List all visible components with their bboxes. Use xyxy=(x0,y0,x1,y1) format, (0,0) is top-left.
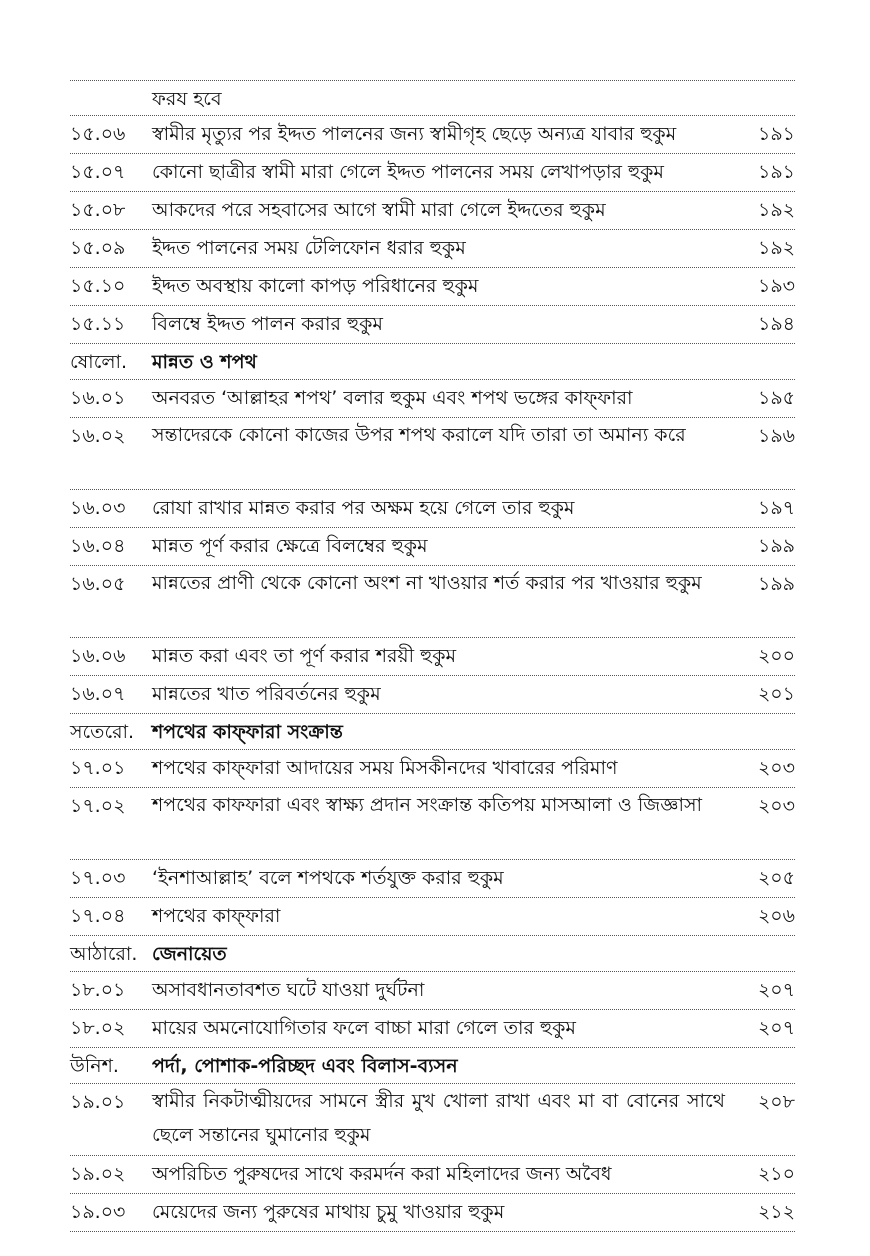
entry-number: ১৫.০৬ xyxy=(70,123,126,145)
toc-entry xyxy=(70,528,795,566)
entry-title: মায়ের অমনোযোগিতার ফলে বাচ্চা মারা গেলে তার হুকুম xyxy=(152,1017,576,1039)
entry-number: ১৫.০৭ xyxy=(70,161,126,183)
page-number: ১৯১ xyxy=(758,123,795,145)
section-heading xyxy=(70,1048,795,1084)
page-number: ২০৫ xyxy=(757,867,795,889)
page-number: ১৯১ xyxy=(758,161,795,183)
section-heading xyxy=(70,344,795,380)
page-number: ২০৩ xyxy=(757,795,795,817)
entry-number: ১৭.০২ xyxy=(70,795,126,817)
toc-entry xyxy=(70,972,795,1010)
entry-number: ১৬.০৭ xyxy=(70,683,126,705)
toc-entry xyxy=(70,676,795,714)
table-of-contents xyxy=(70,80,795,1232)
entry-title: মান্নত পূর্ণ করার ক্ষেত্রে বিলম্বের হুকুম xyxy=(152,535,428,557)
entry-title: ইদ্দত অবস্থায় কালো কাপড় পরিধানের হুকুম xyxy=(152,275,479,297)
page-number: ১৯৩ xyxy=(757,275,795,297)
entry-title: শপথের কাফফারা এবং স্বাক্ষ্য প্রদান সংক্রান্ত কতিপয় মাসআলা ও জিজ্ঞাসা xyxy=(152,794,703,816)
section-title: জেনায়েত xyxy=(152,943,227,965)
toc-entry xyxy=(70,380,795,418)
entry-number: ১৫.০৮ xyxy=(70,199,126,221)
entry-number: ১৬.০৪ xyxy=(70,535,126,557)
toc-entry xyxy=(70,80,795,116)
toc-entry xyxy=(70,788,795,860)
section-title: মান্নত ও শপথ xyxy=(152,351,257,373)
entry-title: স্বামীর নিকটাত্মীয়দের সামনে স্ত্রীর মুখ খোলা রাখা এবং মা বা বোনের সাথে ছেলে সন্তানের ঘুমানোর হুকুম xyxy=(152,1090,725,1146)
entry-title: রোযা রাখার মান্নত করার পর অক্ষম হয়ে গেলে তার হুকুম xyxy=(152,497,575,519)
entry-number: ১৯.০২ xyxy=(70,1163,126,1185)
toc-entry xyxy=(70,230,795,268)
entry-title: ফরয হবে xyxy=(152,88,222,110)
section-number: আঠারো. xyxy=(70,943,138,965)
entry-number: ১৬.০৬ xyxy=(70,645,126,667)
entry-number: ১৭.০৩ xyxy=(70,867,126,889)
section-number: সতেরো. xyxy=(70,721,135,743)
page-number: ২০৮ xyxy=(757,1091,795,1113)
entry-number: ১৬.০৩ xyxy=(70,497,126,519)
entry-title: মান্নতের খাত পরিবর্তনের হুকুম xyxy=(152,683,381,705)
entry-title: শপথের কাফ্ফারা xyxy=(152,905,281,927)
entry-number: ১৮.০২ xyxy=(70,1017,126,1039)
toc-entry xyxy=(70,898,795,936)
entry-title: কোনো ছাত্রীর স্বামী মারা গেলে ইদ্দত পালনের সময় লেখাপড়ার হুকুম xyxy=(152,161,664,183)
entry-number: ১৮.০১ xyxy=(70,979,126,1001)
page-number: ২০৭ xyxy=(757,1017,795,1039)
page-number: ২০৩ xyxy=(757,757,795,779)
section-number: ষোলো. xyxy=(70,351,128,373)
entry-number: ১৯.০৩ xyxy=(70,1201,126,1223)
section-heading xyxy=(70,714,795,750)
page-number: ২০০ xyxy=(757,645,795,667)
entry-title: অপরিচিত পুরুষদের সাথে করমর্দন করা মহিলাদের জন্য অবৈধ xyxy=(152,1163,612,1185)
page-number: ২০৬ xyxy=(757,905,795,927)
entry-number: ১৭.০৪ xyxy=(70,905,126,927)
page-number: ১৯২ xyxy=(757,237,795,259)
entry-number: ১৬.০১ xyxy=(70,387,126,409)
page-number: ১৯৭ xyxy=(757,497,795,519)
section-title: পর্দা, পোশাক-পরিচ্ছদ এবং বিলাস-ব্যসন xyxy=(152,1055,458,1077)
toc-entry xyxy=(70,490,795,528)
page-number: ১৯৫ xyxy=(758,387,795,409)
entry-title: আকদের পরে সহবাসের আগে স্বামী মারা গেলে ইদ্দতের হুকুম xyxy=(152,199,606,221)
entry-title: অসাবধানতাবশত ঘটে যাওয়া দুর্ঘটনা xyxy=(152,979,425,1001)
entry-title: শপথের কাফ্ফারা আদায়ের সময় মিসকীনদের খাবারের পরিমাণ xyxy=(152,757,618,779)
entry-number: ১৬.০৫ xyxy=(70,573,126,595)
section-title: শপথের কাফ্ফারা সংক্রান্ত xyxy=(152,721,343,743)
page-number: ১৯২ xyxy=(757,199,795,221)
toc-entry xyxy=(70,116,795,154)
entry-number: ১৫.১১ xyxy=(70,313,126,335)
section-heading xyxy=(70,936,795,972)
toc-entry xyxy=(70,638,795,676)
page-number: ১৯৬ xyxy=(757,425,795,447)
entry-number: ১৫.০৯ xyxy=(70,237,126,259)
page-number: ২১২ xyxy=(757,1201,795,1223)
entry-number: ১৭.০১ xyxy=(70,757,126,779)
toc-entry xyxy=(70,1084,795,1156)
entry-title: মান্নত করা এবং তা পূর্ণ করার শরয়ী হুকুম xyxy=(152,645,457,667)
page-number: ১৯৯ xyxy=(758,573,795,595)
toc-entry xyxy=(70,750,795,788)
entry-number: ১৯.০১ xyxy=(70,1091,126,1113)
page-number: ১৯৪ xyxy=(758,313,795,335)
page-number: ২০১ xyxy=(757,683,795,705)
entry-title: ইদ্দত পালনের সময় টেলিফোন ধরার হুকুম xyxy=(152,237,466,259)
toc-entry xyxy=(70,154,795,192)
entry-title: সন্তাদেরকে কোনো কাজের উপর শপথ করালে যদি তারা তা অমান্য করে xyxy=(152,424,686,446)
page-number: ১৯৯ xyxy=(758,535,795,557)
toc-entry xyxy=(70,1194,795,1232)
toc-entry xyxy=(70,860,795,898)
toc-entry xyxy=(70,1010,795,1048)
page-number: ২১০ xyxy=(757,1163,795,1185)
entry-title: ‘ইনশাআল্লাহ’ বলে শপথকে শর্তযুক্ত করার হুকুম xyxy=(152,867,504,889)
entry-title: বিলম্বে ইদ্দত পালন করার হুকুম xyxy=(152,313,383,335)
toc-entry xyxy=(70,1156,795,1194)
entry-title: অনবরত ‘আল্লাহর শপথ’ বলার হুকুম এবং শপথ ভঙ্গের কাফ্ফারা xyxy=(152,387,633,409)
entry-title: স্বামীর মৃত্যুর পর ইদ্দত পালনের জন্য স্বামীগৃহ ছেড়ে অন্যত্র যাবার হুকুম xyxy=(152,123,677,145)
page-number: ২০৭ xyxy=(757,979,795,1001)
toc-entry xyxy=(70,268,795,306)
toc-entry xyxy=(70,566,795,638)
entry-title: মান্নতের প্রাণী থেকে কোনো অংশ না খাওয়ার শর্ত করার পর খাওয়ার হুকুম xyxy=(152,572,702,594)
toc-entry xyxy=(70,306,795,344)
entry-number: ১৬.০২ xyxy=(70,425,126,447)
toc-entry xyxy=(70,192,795,230)
section-number: উনিশ. xyxy=(70,1055,119,1077)
entry-title: মেয়েদের জন্য পুরুষের মাথায় চুমু খাওয়ার হুকুম xyxy=(152,1201,505,1223)
entry-number: ১৫.১০ xyxy=(70,275,126,297)
toc-entry xyxy=(70,418,795,490)
